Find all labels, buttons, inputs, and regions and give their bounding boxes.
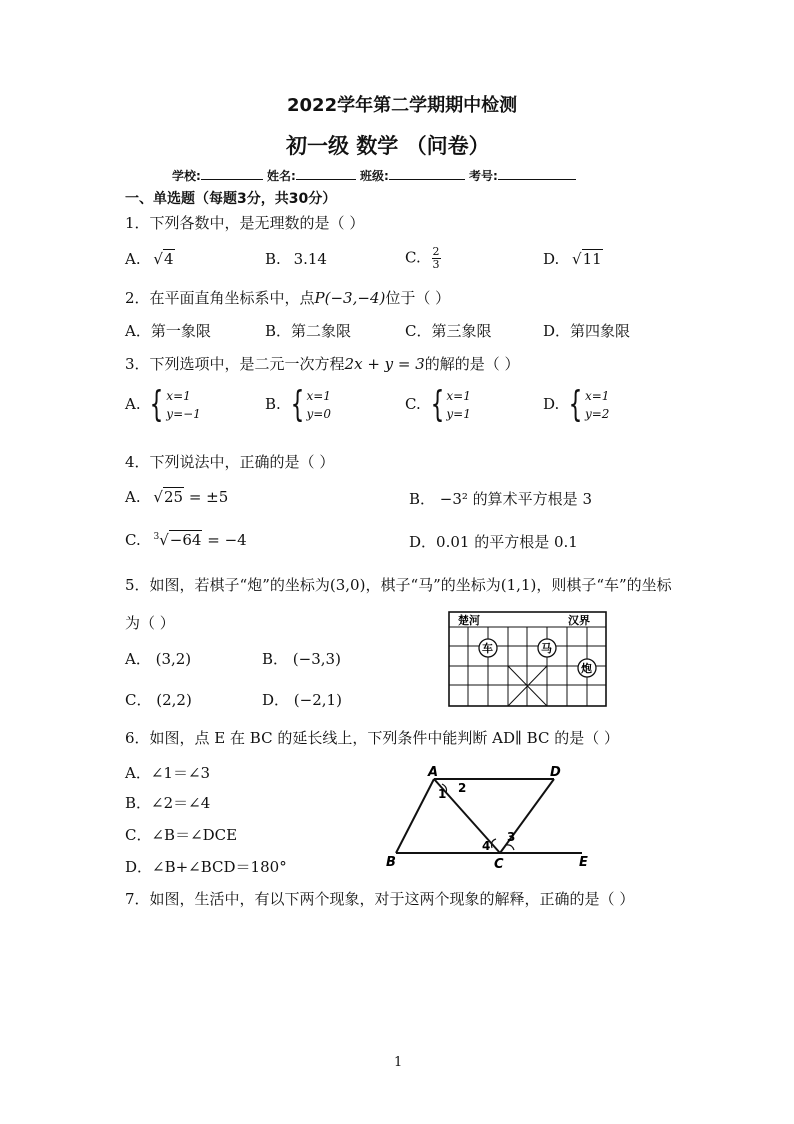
point-e-label: E (579, 855, 588, 870)
q2-option-c[interactable]: C．第三象限 (405, 322, 492, 340)
q5-option-d[interactable]: D． (−2,1) (262, 691, 342, 709)
sqrt-symbol: √25 (153, 488, 184, 506)
class-label: 班级: (360, 169, 389, 183)
sqrt-symbol: √11 (572, 250, 602, 268)
q4-option-d[interactable]: D．0.01 的平方根是 0.1 (409, 533, 578, 551)
piece-chariot (479, 639, 497, 657)
q5-stem: 5．如图，若棋子“炮”的坐标为(3,0)，棋子“马”的坐标为(1,1)，则棋子“车”的坐标 (125, 576, 672, 594)
q3-option-d[interactable]: D. { x=1 y=2 (543, 384, 610, 425)
equation-system: { x=1 y=2 (568, 384, 610, 425)
q4-option-b[interactable]: B． −3² 的算术平方根是 3 (409, 490, 592, 508)
section-heading: 一、单选题（每题3分，共30分） (125, 191, 337, 207)
q3-option-b[interactable]: B. { x=1 y=0 (265, 384, 331, 425)
angle-2-label: 2 (458, 781, 467, 795)
equation-system: { x=1 y=1 (430, 384, 471, 425)
svg-text:车: 车 (482, 642, 493, 655)
exam-number-blank[interactable] (498, 167, 576, 180)
angle-4-label: 4 (482, 839, 491, 853)
sqrt-symbol: √4 (153, 250, 174, 268)
q3-stem: 3．下列选项中，是二元一次方程2x + y = 3的解的是（ ） (125, 355, 520, 373)
q4-option-c[interactable]: C. $^3$√−64 = −4 (125, 531, 247, 549)
q2-option-a[interactable]: A．第一象限 (125, 322, 211, 340)
q5-option-b[interactable]: B． (−3,3) (262, 650, 341, 668)
svg-text:马: 马 (541, 642, 552, 655)
equation-system: { x=1 y=0 (290, 384, 331, 425)
equation-system: { x=1 y=−1 (149, 384, 201, 425)
q2-stem: 2．在平面直角坐标系中，点P(−3,−4)位于（ ） (125, 289, 451, 307)
q6-option-d[interactable]: D．∠B+∠BCD＝180° (125, 858, 287, 876)
q4-stem: 4．下列说法中，正确的是（ ） (125, 453, 335, 471)
exam-title: 2022学年第二学期期中检测 (287, 95, 518, 116)
q6-stem: 6．如图，点 E 在 BC 的延长线上，下列条件中能判断 AD∥ BC 的是（ ） (125, 729, 619, 747)
exam-number-label: 考号: (469, 169, 498, 183)
student-info-row (172, 167, 576, 184)
name-blank[interactable] (296, 167, 356, 180)
q2-option-d[interactable]: D．第四象限 (543, 322, 631, 340)
name-label: 姓名: (267, 169, 296, 183)
q3-option-c[interactable]: C. { x=1 y=1 (405, 384, 471, 425)
board-river-right-text: 汉界 (568, 614, 590, 627)
cube-root-symbol: $^3$√−64 (153, 531, 202, 549)
q5-option-a[interactable]: A． (3,2) (125, 650, 192, 668)
q1-option-a[interactable]: A. √4 (125, 250, 174, 268)
svg-text:炮: 炮 (581, 662, 592, 675)
angle-3-label: 3 (507, 830, 516, 844)
q2-option-b[interactable]: B．第二象限 (265, 322, 352, 340)
board-river-left-text: 楚河 (458, 614, 480, 627)
school-label: 学校: (172, 169, 201, 183)
q5-stem-continued: 为（ ） (125, 614, 175, 632)
point-b-label: B (386, 855, 396, 870)
q1-option-d[interactable]: D. √11 (543, 250, 602, 268)
parallelogram-figure (382, 762, 604, 872)
q3-option-a[interactable]: A. { x=1 y=−1 (125, 384, 201, 425)
q1-option-c[interactable]: C. $\frac{2}{3}$ (405, 245, 440, 271)
piece-cannon (578, 659, 596, 677)
q6-option-a[interactable]: A．∠1＝∠3 (125, 764, 211, 782)
school-blank[interactable] (201, 167, 263, 180)
chessboard-figure (448, 610, 608, 710)
q1-stem: 1．下列各数中，是无理数的是（ ） (125, 214, 365, 232)
q5-option-c[interactable]: C． (2,2) (125, 691, 192, 709)
q6-option-c[interactable]: C．∠B＝∠DCE (125, 826, 238, 844)
piece-horse (538, 639, 556, 657)
point-c-label: C (494, 857, 504, 872)
q1-option-b[interactable]: B. 3.14 (265, 250, 327, 268)
fraction: $\frac{2}{3}$ (432, 245, 440, 271)
q6-option-b[interactable]: B．∠2＝∠4 (125, 794, 211, 812)
class-blank[interactable] (389, 167, 465, 180)
point-d-label: D (550, 765, 561, 780)
angle-1-label: 1 (438, 787, 447, 801)
exam-subtitle: 初一级 数学 （问卷） (286, 134, 490, 158)
page-number: 1 (394, 1055, 403, 1070)
point-a-label: A (428, 765, 439, 780)
q4-option-a[interactable]: A. √25 = ±5 (125, 488, 229, 506)
q7-stem: 7．如图，生活中，有以下两个现象，对于这两个现象的解释，正确的是（ ） (125, 890, 635, 908)
